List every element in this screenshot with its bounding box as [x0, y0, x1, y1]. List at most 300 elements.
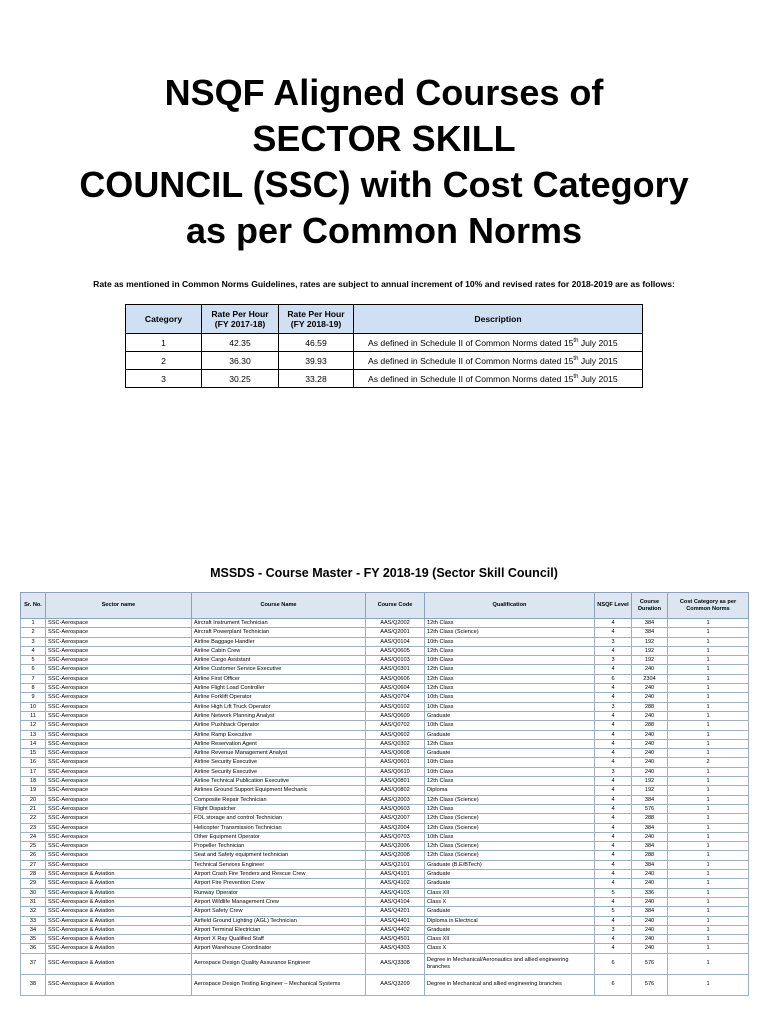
cell-course-duration: 240: [632, 832, 668, 841]
cell-course-code: AAS/Q0103: [366, 656, 425, 665]
cell-course-name: Airport Crash Fire Tenders and Rescue Crew: [192, 870, 366, 879]
cell-course-duration: 240: [632, 944, 668, 953]
cell-sr-no: 16: [21, 758, 46, 767]
cell-qualification: 12th Class: [425, 674, 595, 683]
cell-cost-category: 1: [668, 656, 749, 665]
table-row: [21, 814, 749, 823]
cell-course-code: AAS/Q4103: [366, 888, 425, 897]
cell-nsqf-level: 4: [595, 851, 632, 860]
cell-cost-category: 1: [668, 628, 749, 637]
cell-cost-category: 1: [668, 916, 749, 925]
header-course-code: Course Code: [366, 593, 425, 619]
cell-sr-no: 4: [21, 646, 46, 655]
cell-sector-name: SSC-Aerospace & Aviation: [46, 879, 192, 888]
cell-nsqf-level: 4: [595, 619, 632, 628]
cell-sector-name: SSC-Aerospace & Aviation: [46, 944, 192, 953]
cell-qualification: 10th Class: [425, 637, 595, 646]
cell-qualification: Class X: [425, 897, 595, 906]
cell-course-name: Airline Security Executive: [192, 767, 366, 776]
cell-cost-category: 1: [668, 974, 749, 995]
course-table-body: [21, 619, 749, 996]
cell-nsqf-level: 3: [595, 925, 632, 934]
description-prefix: As defined in Schedule II of Common Norms dated 15: [368, 373, 574, 384]
cell-qualification: Graduate: [425, 730, 595, 739]
cell-sector-name: SSC-Aerospace & Aviation: [46, 870, 192, 879]
cell-course-code: AAS/Q0609: [366, 711, 425, 720]
cell-course-name: Airline Ramp Executive: [192, 730, 366, 739]
table-row: [21, 684, 749, 693]
cell-course-name: Airline High Lift Truck Operator: [192, 702, 366, 711]
cell-nsqf-level: 6: [595, 974, 632, 995]
cell-course-name: Airline Forklift Operator: [192, 693, 366, 702]
cell-course-code: AAS/Q0703: [366, 832, 425, 841]
cell-qualification: 12th Class: [425, 777, 595, 786]
cell-sector-name: SSC-Aerospace: [46, 814, 192, 823]
cell-course-code: AAS/Q4501: [366, 935, 425, 944]
cell-course-name: Airline Security Executive: [192, 758, 366, 767]
cell-qualification: 12th Class (Science): [425, 628, 595, 637]
cell-sector-name: SSC-Aerospace: [46, 758, 192, 767]
cell-course-duration: 384: [632, 860, 668, 869]
description-superscript: th: [573, 337, 579, 344]
title-line-3: COUNCIL (SSC) with Cost Category: [79, 164, 689, 205]
cell-cost-category: 1: [668, 907, 749, 916]
table-row: [21, 851, 749, 860]
cell-course-duration: 288: [632, 702, 668, 711]
cell-sector-name: SSC-Aerospace: [46, 804, 192, 813]
cell-nsqf-level: 4: [595, 721, 632, 730]
description-prefix: As defined in Schedule II of Common Norms dated 15: [368, 355, 574, 366]
cell-course-code: AAS/Q0602: [366, 730, 425, 739]
cell-nsqf-level: 4: [595, 758, 632, 767]
cell-course-name: Airline Pushback Operator: [192, 721, 366, 730]
table-row: [21, 711, 749, 720]
cell-course-code: AAS/Q4104: [366, 897, 425, 906]
table-row: [21, 665, 749, 674]
cell-sector-name: SSC-Aerospace: [46, 628, 192, 637]
table-row: [21, 907, 749, 916]
cell-nsqf-level: 4: [595, 646, 632, 655]
cell-course-name: Airport Safety Crew: [192, 907, 366, 916]
rate-cell-description: [354, 334, 643, 352]
cell-course-name: Airline Customer Service Executive: [192, 665, 366, 674]
cell-course-name: Airport Warehouse Coordinator: [192, 944, 366, 953]
cell-nsqf-level: 4: [595, 935, 632, 944]
cell-course-name: Aircraft Instrument Technician: [192, 619, 366, 628]
cell-qualification: 10th Class: [425, 702, 595, 711]
cell-course-duration: 384: [632, 619, 668, 628]
cell-qualification: 10th Class: [425, 758, 595, 767]
cell-qualification: Graduate: [425, 870, 595, 879]
cell-sector-name: SSC-Aerospace: [46, 702, 192, 711]
cell-sector-name: SSC-Aerospace: [46, 684, 192, 693]
cell-sr-no: 32: [21, 907, 46, 916]
cell-course-code: AAS/Q0610: [366, 767, 425, 776]
cell-cost-category: 1: [668, 684, 749, 693]
rate-table-header: [126, 305, 643, 334]
cell-course-duration: 240: [632, 897, 668, 906]
cell-course-duration: 240: [632, 767, 668, 776]
cell-sr-no: 11: [21, 711, 46, 720]
cell-course-code: AAS/Q0301: [366, 665, 425, 674]
cell-course-name: Airline Network Planning Analyst: [192, 711, 366, 720]
header-category: Category: [126, 305, 202, 334]
cell-course-duration: 288: [632, 814, 668, 823]
cell-nsqf-level: 4: [595, 842, 632, 851]
cell-nsqf-level: 4: [595, 684, 632, 693]
cell-sr-no: 14: [21, 739, 46, 748]
cell-course-code: AAS/Q0601: [366, 758, 425, 767]
cell-course-code: AAS/Q0605: [366, 646, 425, 655]
cell-sector-name: SSC-Aerospace & Aviation: [46, 935, 192, 944]
rate-table-body: [126, 334, 643, 388]
cell-course-code: AAS/Q0302: [366, 739, 425, 748]
cell-sr-no: 18: [21, 777, 46, 786]
rate-cell-rate-2017: 36.30: [202, 352, 279, 370]
cell-course-duration: 384: [632, 795, 668, 804]
cell-sector-name: SSC-Aerospace & Aviation: [46, 925, 192, 934]
cell-nsqf-level: 4: [595, 944, 632, 953]
cell-cost-category: 1: [668, 693, 749, 702]
cell-qualification: 12th Class: [425, 619, 595, 628]
cell-cost-category: 1: [668, 879, 749, 888]
cell-qualification: Graduate: [425, 749, 595, 758]
cell-course-name: Flight Dispatcher: [192, 804, 366, 813]
table-row: [21, 879, 749, 888]
cell-sr-no: 26: [21, 851, 46, 860]
cell-nsqf-level: 4: [595, 804, 632, 813]
cell-sr-no: 5: [21, 656, 46, 665]
cell-course-code: AAS/Q2008: [366, 851, 425, 860]
cell-cost-category: 1: [668, 786, 749, 795]
cell-cost-category: 1: [668, 777, 749, 786]
cell-cost-category: 1: [668, 870, 749, 879]
cell-course-name: Aerospace Design Testing Engineer – Mechanical Systems: [192, 974, 366, 995]
cell-course-duration: 240: [632, 870, 668, 879]
table-row: [21, 721, 749, 730]
cell-sr-no: 30: [21, 888, 46, 897]
cell-nsqf-level: 4: [595, 739, 632, 748]
table-row: [21, 777, 749, 786]
cell-course-name: Runway Operator: [192, 888, 366, 897]
cell-course-code: AAS/Q0702: [366, 721, 425, 730]
course-table-header: [21, 593, 749, 619]
cell-sr-no: 17: [21, 767, 46, 776]
cell-course-duration: 240: [632, 935, 668, 944]
cell-course-duration: 384: [632, 628, 668, 637]
cell-sr-no: 7: [21, 674, 46, 683]
cell-cost-category: 1: [668, 935, 749, 944]
table-row: [21, 739, 749, 748]
cell-sector-name: SSC-Aerospace: [46, 842, 192, 851]
cell-sector-name: SSC-Aerospace: [46, 693, 192, 702]
cell-nsqf-level: 4: [595, 628, 632, 637]
header-rate-2017: Rate Per Hour (FY 2017-18): [202, 305, 279, 334]
cell-nsqf-level: 4: [595, 730, 632, 739]
cell-nsqf-level: 3: [595, 637, 632, 646]
cell-course-name: Airline Revenue Management Analyst: [192, 749, 366, 758]
cell-course-code: AAS/Q2003: [366, 795, 425, 804]
table-row: [21, 637, 749, 646]
rate-cell-category: 3: [126, 370, 202, 388]
table-row: [21, 693, 749, 702]
cell-qualification: 12th Class: [425, 646, 595, 655]
description-superscript: th: [573, 373, 579, 380]
header-description: Description: [354, 305, 643, 334]
cell-course-duration: 288: [632, 721, 668, 730]
cell-nsqf-level: 4: [595, 916, 632, 925]
cell-sector-name: SSC-Aerospace: [46, 730, 192, 739]
cell-course-code: AAS/Q4402: [366, 925, 425, 934]
cell-course-name: Airline Technical Publication Executive: [192, 777, 366, 786]
table-row: [21, 953, 749, 974]
cell-nsqf-level: 6: [595, 674, 632, 683]
cell-course-name: Seat and Safety equipment technician: [192, 851, 366, 860]
description-suffix: July 2015: [578, 373, 618, 384]
cell-course-code: AAS/Q2004: [366, 823, 425, 832]
cell-nsqf-level: 3: [595, 767, 632, 776]
cell-qualification: Graduate: [425, 907, 595, 916]
table-row: [21, 628, 749, 637]
rate-cell-rate-2017: 42.35: [202, 334, 279, 352]
table-row: [21, 888, 749, 897]
cell-course-duration: 192: [632, 656, 668, 665]
cell-sector-name: SSC-Aerospace: [46, 823, 192, 832]
cell-course-code: AAS/Q3209: [366, 974, 425, 995]
cell-sector-name: SSC-Aerospace & Aviation: [46, 888, 192, 897]
table-row: [21, 944, 749, 953]
cell-nsqf-level: 3: [595, 702, 632, 711]
cell-sr-no: 29: [21, 879, 46, 888]
cell-sr-no: 8: [21, 684, 46, 693]
cell-course-code: AAS/Q2002: [366, 619, 425, 628]
cell-course-code: AAS/Q4303: [366, 944, 425, 953]
cell-course-duration: 240: [632, 730, 668, 739]
table-row: [21, 656, 749, 665]
cell-course-name: Technical Services Engineer: [192, 860, 366, 869]
table-row: [21, 935, 749, 944]
cell-sr-no: 28: [21, 870, 46, 879]
cell-course-code: AAS/Q0604: [366, 684, 425, 693]
cell-course-name: Other Equipment Operator: [192, 832, 366, 841]
cell-nsqf-level: 5: [595, 888, 632, 897]
cell-course-name: FOL storage and control Technician: [192, 814, 366, 823]
table-row: [21, 974, 749, 995]
header-course-name: Course Name: [192, 593, 366, 619]
cell-nsqf-level: 4: [595, 777, 632, 786]
cell-course-name: Airline Cargo Assistant: [192, 656, 366, 665]
cell-course-name: Airport Terminal Electrician: [192, 925, 366, 934]
header-sector-name: Sector name: [46, 593, 192, 619]
course-master-title: MSSDS - Course Master - FY 2018-19 (Sector Skill Council): [210, 566, 558, 580]
cell-cost-category: 1: [668, 851, 749, 860]
cell-sr-no: 2: [21, 628, 46, 637]
cell-nsqf-level: 6: [595, 953, 632, 974]
cell-sector-name: SSC-Aerospace: [46, 711, 192, 720]
cell-course-duration: 192: [632, 637, 668, 646]
cell-sr-no: 23: [21, 823, 46, 832]
table-row: [21, 916, 749, 925]
rate-cell-rate-2017: 30.25: [202, 370, 279, 388]
cell-sector-name: SSC-Aerospace: [46, 786, 192, 795]
cell-course-duration: 192: [632, 646, 668, 655]
cell-qualification: 12th Class: [425, 684, 595, 693]
table-row: [21, 795, 749, 804]
cell-qualification: 10th Class: [425, 721, 595, 730]
cell-course-name: Airlines Ground Support Equipment Mechanic: [192, 786, 366, 795]
cell-sr-no: 9: [21, 693, 46, 702]
cell-qualification: 10th Class: [425, 832, 595, 841]
cell-course-code: AAS/Q0104: [366, 637, 425, 646]
cell-course-code: AAS/Q2007: [366, 814, 425, 823]
cell-course-duration: 192: [632, 786, 668, 795]
cell-course-code: AAS/Q2101: [366, 860, 425, 869]
cell-cost-category: 1: [668, 925, 749, 934]
cell-qualification: 10th Class: [425, 693, 595, 702]
cell-course-name: Airport Fire Prevention Crew: [192, 879, 366, 888]
cell-sector-name: SSC-Aerospace & Aviation: [46, 974, 192, 995]
cell-qualification: Graduate: [425, 711, 595, 720]
cell-cost-category: 1: [668, 795, 749, 804]
cell-cost-category: 1: [668, 749, 749, 758]
table-row: [21, 749, 749, 758]
cell-sr-no: 21: [21, 804, 46, 813]
cell-course-name: Airline First Officer: [192, 674, 366, 683]
cell-qualification: Degree in Mechanical and allied engineering branches: [425, 974, 595, 995]
cell-course-code: AAS/Q0802: [366, 786, 425, 795]
cell-sr-no: 33: [21, 916, 46, 925]
cell-sector-name: SSC-Aerospace & Aviation: [46, 953, 192, 974]
cell-nsqf-level: 4: [595, 749, 632, 758]
cell-sector-name: SSC-Aerospace: [46, 777, 192, 786]
cell-course-duration: 2304: [632, 674, 668, 683]
cell-qualification: 12th Class: [425, 804, 595, 813]
cell-sector-name: SSC-Aerospace: [46, 860, 192, 869]
cell-cost-category: 1: [668, 674, 749, 683]
cell-qualification: Degree in Mechanical/Aeronautics and allied engineering branches: [425, 953, 595, 974]
cell-sector-name: SSC-Aerospace: [46, 721, 192, 730]
title-line-4: as per Common Norms: [185, 210, 583, 251]
table-row: [21, 925, 749, 934]
cell-course-duration: 576: [632, 974, 668, 995]
cell-qualification: 12th Class (Science): [425, 795, 595, 804]
cell-course-name: Airport X Ray Qualified Staff: [192, 935, 366, 944]
cell-qualification: Class XII: [425, 935, 595, 944]
cell-course-code: AAS/Q0608: [366, 749, 425, 758]
cell-qualification: Graduate: [425, 879, 595, 888]
cell-sr-no: 15: [21, 749, 46, 758]
table-row: [21, 646, 749, 655]
cell-sr-no: 13: [21, 730, 46, 739]
cell-sr-no: 1: [21, 619, 46, 628]
cell-nsqf-level: 4: [595, 795, 632, 804]
cell-nsqf-level: 4: [595, 823, 632, 832]
table-row: [21, 804, 749, 813]
cell-qualification: Class X: [425, 944, 595, 953]
cell-nsqf-level: 4: [595, 693, 632, 702]
course-master-table: [20, 592, 749, 996]
cell-course-duration: 384: [632, 823, 668, 832]
page-title: [0, 70, 768, 254]
table-row: [21, 786, 749, 795]
description-prefix: As defined in Schedule II of Common Norms dated 15: [368, 337, 574, 348]
cell-cost-category: 1: [668, 646, 749, 655]
cell-course-name: Airline Flight Load Controller: [192, 684, 366, 693]
cell-nsqf-level: 4: [595, 860, 632, 869]
cell-course-code: AAS/Q0801: [366, 777, 425, 786]
cell-course-code: AAS/Q3308: [366, 953, 425, 974]
cell-course-duration: 240: [632, 693, 668, 702]
table-row: [21, 842, 749, 851]
cell-cost-category: 1: [668, 721, 749, 730]
title-line-1: NSQF Aligned Courses of: [164, 72, 604, 113]
cell-course-duration: 336: [632, 888, 668, 897]
cell-sector-name: SSC-Aerospace: [46, 665, 192, 674]
cell-course-duration: 240: [632, 711, 668, 720]
table-row: [21, 860, 749, 869]
cell-sector-name: SSC-Aerospace: [46, 637, 192, 646]
cell-sector-name: SSC-Aerospace: [46, 749, 192, 758]
cell-sr-no: 36: [21, 944, 46, 953]
rate-row: [126, 352, 643, 370]
header-course-duration: Course Duration: [632, 593, 668, 619]
cell-nsqf-level: 4: [595, 879, 632, 888]
cell-course-code: AAS/Q4401: [366, 916, 425, 925]
cell-qualification: 12th Class: [425, 665, 595, 674]
cell-course-name: Propeller Technician: [192, 842, 366, 851]
cell-cost-category: 1: [668, 888, 749, 897]
rate-cell-description: [354, 352, 643, 370]
cell-qualification: 12th Class (Science): [425, 851, 595, 860]
cell-course-duration: 192: [632, 777, 668, 786]
cell-sr-no: 34: [21, 925, 46, 934]
cell-cost-category: 1: [668, 637, 749, 646]
cell-qualification: Graduate (B.E/BTech): [425, 860, 595, 869]
cell-qualification: 12th Class (Science): [425, 814, 595, 823]
cell-cost-category: 1: [668, 739, 749, 748]
cell-course-name: Airfield Ground Lighting (AGL) Technician: [192, 916, 366, 925]
header-rate-2018: Rate Per Hour (FY 2018-19): [279, 305, 354, 334]
cell-sr-no: 25: [21, 842, 46, 851]
cell-cost-category: 1: [668, 832, 749, 841]
cell-course-code: AAS/Q2006: [366, 842, 425, 851]
table-row: [21, 767, 749, 776]
cell-nsqf-level: 3: [595, 656, 632, 665]
cell-sector-name: SSC-Aerospace: [46, 767, 192, 776]
cell-cost-category: 1: [668, 842, 749, 851]
cell-qualification: Diploma in Electrical: [425, 916, 595, 925]
cell-course-duration: 384: [632, 842, 668, 851]
cell-course-code: AAS/Q0102: [366, 702, 425, 711]
cell-sr-no: 3: [21, 637, 46, 646]
cell-nsqf-level: 4: [595, 665, 632, 674]
description-suffix: July 2015: [578, 337, 618, 348]
table-row: [21, 823, 749, 832]
header-nsqf-level: NSQF Level: [595, 593, 632, 619]
cell-qualification: 12th Class: [425, 739, 595, 748]
cell-sr-no: 20: [21, 795, 46, 804]
table-row: [21, 897, 749, 906]
cell-course-duration: 240: [632, 739, 668, 748]
cell-course-duration: 240: [632, 684, 668, 693]
cell-cost-category: 1: [668, 860, 749, 869]
cell-sr-no: 38: [21, 974, 46, 995]
cell-qualification: Diploma: [425, 786, 595, 795]
cell-course-name: Airline Cabin Crew: [192, 646, 366, 655]
table-row: [21, 674, 749, 683]
table-row: [21, 619, 749, 628]
cell-sector-name: SSC-Aerospace & Aviation: [46, 907, 192, 916]
